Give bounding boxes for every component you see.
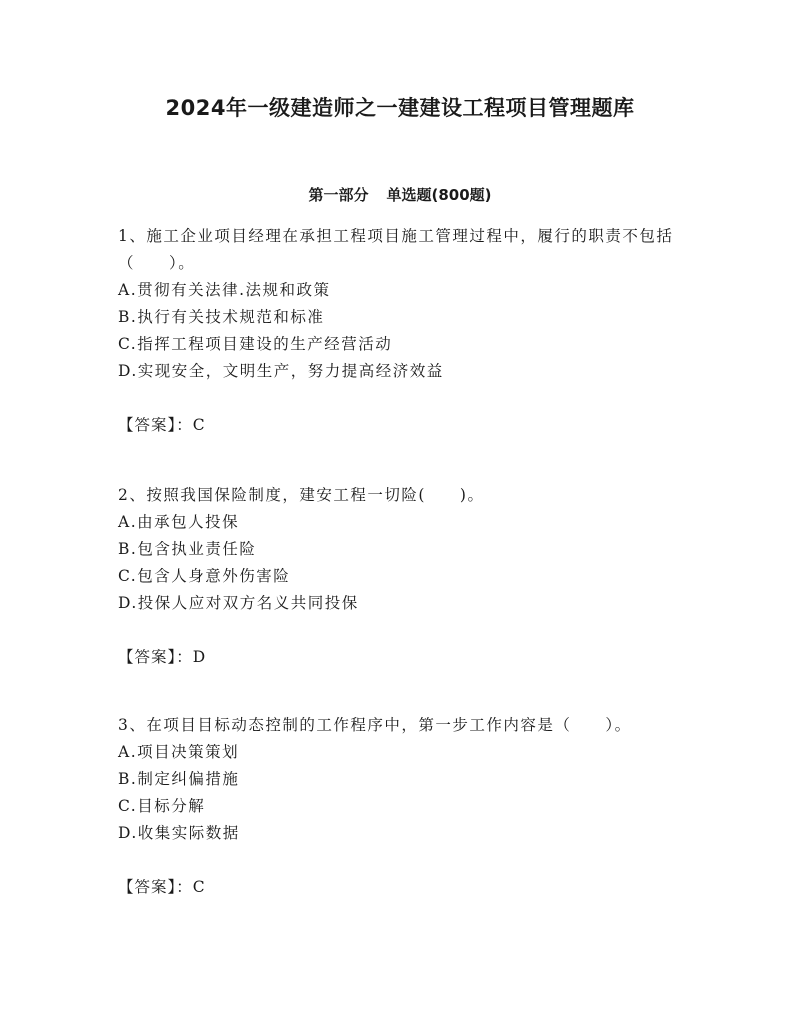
question-1 bbox=[118, 223, 688, 439]
option-d: D.收集实际数据 bbox=[118, 824, 240, 842]
option-c: C.指挥工程项目建设的生产经营活动 bbox=[118, 335, 393, 353]
option-b: B.执行有关技术规范和标准 bbox=[118, 308, 325, 326]
option-b: B.包含执业责任险 bbox=[118, 540, 257, 558]
question-stem: 1、施工企业项目经理在承担工程项目施工管理过程中，履行的职责不包括（ ）。 bbox=[118, 227, 674, 272]
option-b: B.制定纠偏措施 bbox=[118, 770, 240, 788]
answer-line bbox=[118, 874, 688, 901]
question-stem: 2、按照我国保险制度，建安工程一切险( )。 bbox=[118, 486, 485, 504]
answer-line bbox=[118, 644, 688, 671]
answer-label: 【答案】： bbox=[118, 878, 193, 896]
question-3 bbox=[118, 712, 688, 901]
section-part: 第一部分 bbox=[308, 186, 369, 204]
answer-label: 【答案】： bbox=[118, 416, 193, 434]
answer-value: C bbox=[192, 878, 206, 896]
option-d: D.投保人应对双方名义共同投保 bbox=[118, 594, 359, 612]
answer-line bbox=[118, 412, 688, 439]
section-title bbox=[0, 184, 800, 205]
option-c: C.包含人身意外伤害险 bbox=[118, 567, 291, 585]
option-a: A.项目决策策划 bbox=[118, 743, 240, 761]
answer-value: C bbox=[192, 416, 206, 434]
section-heading: 单选题(800题) bbox=[386, 186, 492, 204]
option-a: A.贯彻有关法律.法规和政策 bbox=[118, 281, 331, 299]
option-c: C.目标分解 bbox=[118, 797, 206, 815]
question-stem: 3、在项目目标动态控制的工作程序中，第一步工作内容是（ ）。 bbox=[118, 716, 632, 734]
question-2 bbox=[118, 482, 688, 671]
option-a: A.由承包人投保 bbox=[118, 513, 240, 531]
document-title: 2024年一级建造师之一建建设工程项目管理题库 bbox=[165, 96, 635, 120]
answer-value: D bbox=[192, 648, 207, 666]
option-d: D.实现安全，文明生产，努力提高经济效益 bbox=[118, 362, 444, 380]
answer-label: 【答案】： bbox=[118, 648, 193, 666]
